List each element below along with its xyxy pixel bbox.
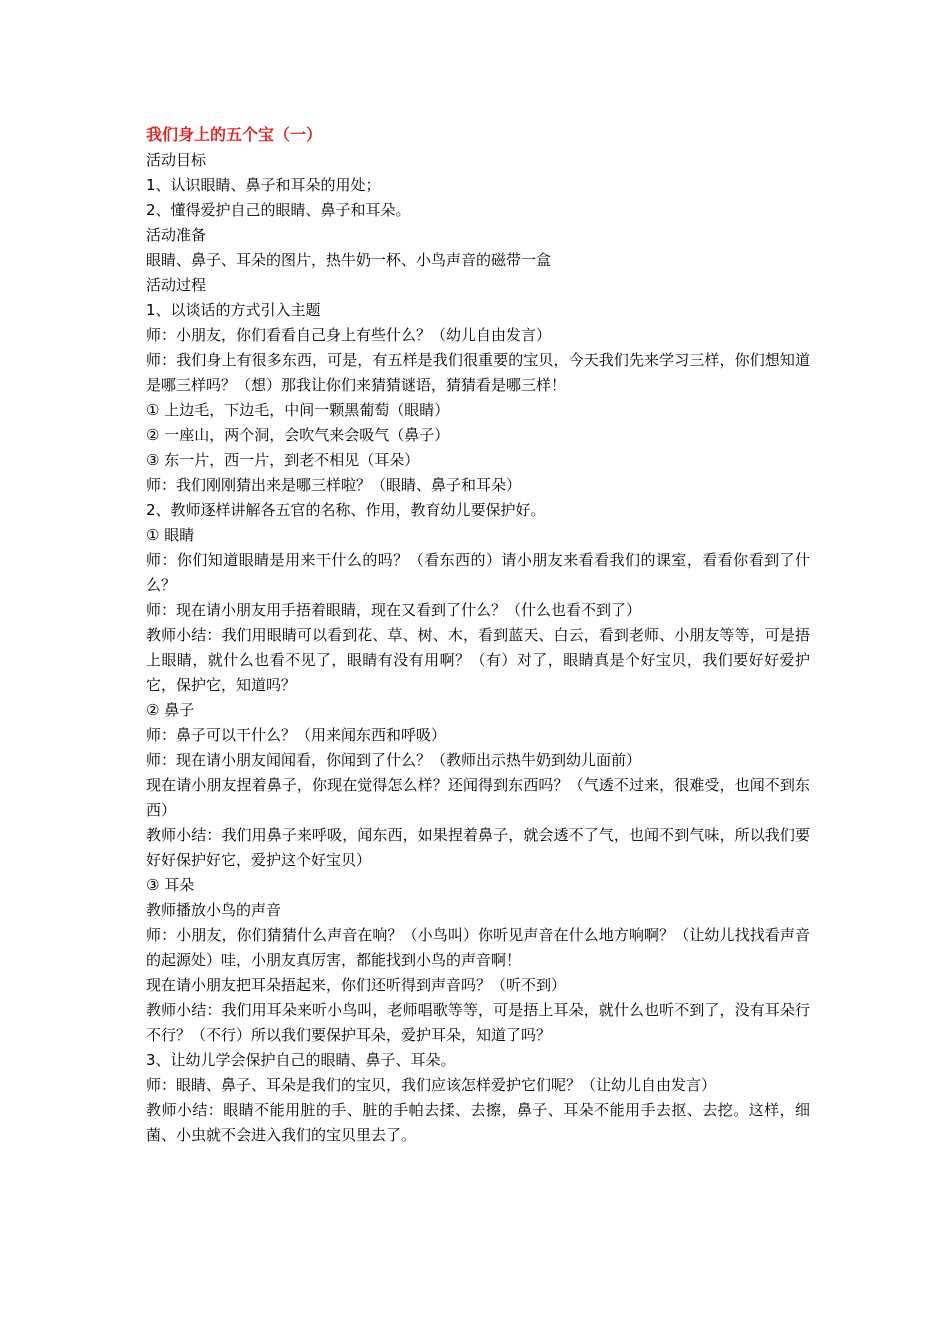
- paragraph: 教师小结：我们用眼睛可以看到花、草、树、木，看到蓝天、白云，看到老师、小朋友等等，可是捂上眼睛，就什么也看不见了，眼睛有没有用啊？（有）对了，眼睛真是个好宝贝，我们要好好爱护它，保护它，知道吗？: [146, 626, 810, 694]
- preparation-text: 眼睛、鼻子、耳朵的图片，热牛奶一杯、小鸟声音的磁带一盒: [146, 251, 552, 269]
- riddle-item: ③ 东一片，西一片，到老不相见（耳朵）: [146, 451, 420, 469]
- document-title: 我们身上的五个宝（一）: [146, 125, 323, 144]
- riddle-item: ② 一座山，两个洞，会吹气来会吸气（鼻子）: [146, 426, 450, 444]
- paragraph: 师：小朋友，你们看看自己身上有些什么？（幼儿自由发言）: [146, 326, 552, 344]
- subheading-nose: ② 鼻子: [146, 701, 195, 719]
- subheading-eyes: ① 眼睛: [146, 526, 195, 544]
- riddle-item: ① 上边毛，下边毛，中间一颗黑葡萄（眼睛）: [146, 401, 450, 419]
- document-page: [146, 122, 810, 1148]
- paragraph: 现在请小朋友捏着鼻子，你现在觉得怎么样？还闻得到东西吗？（气透不过来，很难受，也闻不到东西）: [146, 776, 810, 819]
- step-3-heading: 3、让幼儿学会保护自己的眼睛、鼻子、耳朵。: [146, 1051, 456, 1069]
- paragraph: 师：眼睛、鼻子、耳朵是我们的宝贝，我们应该怎样爱护它们呢？（让幼儿自由发言）: [146, 1076, 717, 1094]
- paragraph: 师：小朋友，你们猜猜什么声音在响？（小鸟叫）你听见声音在什么地方响啊？（让幼儿找找看声音的起源处）哇，小朋友真厉害，都能找到小鸟的声音啊！: [146, 926, 810, 969]
- paragraph: 教师小结：我们用鼻子来呼吸，闻东西，如果捏着鼻子，就会透不了气，也闻不到气味，所以我们要好好保护好它，爱护这个好宝贝）: [146, 826, 810, 869]
- paragraph: 教师小结：我们用耳朵来听小鸟叫，老师唱歌等等，可是捂上耳朵，就什么也听不到了，没有耳朵行不行？（不行）所以我们要保护耳朵，爱护耳朵，知道了吗？: [146, 1001, 810, 1044]
- paragraph: 师：鼻子可以干什么？（用来闻东西和呼吸）: [146, 726, 447, 744]
- paragraph: 现在请小朋友把耳朵捂起来，你们还听得到声音吗？（听不到）: [146, 976, 567, 994]
- paragraph: 师：我们身上有很多东西，可是，有五样是我们很重要的宝贝，今天我们先来学习三样，你们想知道是哪三样吗？（想）那我让你们来猜猜谜语，猜猜看是哪三样！: [146, 351, 810, 394]
- paragraph: 教师播放小鸟的声音: [146, 901, 282, 919]
- goal-item-1: 1、认识眼睛、鼻子和耳朵的用处；: [146, 176, 381, 194]
- paragraph: 师：你们知道眼睛是用来干什么的吗？（看东西的）请小朋友来看看我们的课室，看看你看到了什么？: [146, 551, 810, 594]
- subheading-ears: ③ 耳朵: [146, 876, 195, 894]
- section-heading-process: 活动过程: [146, 276, 207, 294]
- section-heading-preparation: 活动准备: [146, 226, 207, 244]
- step-1-heading: 1、以谈话的方式引入主题: [146, 301, 321, 319]
- paragraph: 师：我们刚刚猜出来是哪三样啦？（眼睛、鼻子和耳朵）: [146, 476, 522, 494]
- paragraph: 师：现在请小朋友用手捂着眼睛，现在又看到了什么？（什么也看不到了）: [146, 601, 642, 619]
- paragraph: 教师小结：眼睛不能用脏的手、脏的手帕去揉、去擦，鼻子、耳朵不能用手去抠、去挖。这样，细菌、小虫就不会进入我们的宝贝里去了。: [146, 1101, 810, 1144]
- paragraph: 师：现在请小朋友闻闻看，你闻到了什么？（教师出示热牛奶到幼儿面前）: [146, 751, 642, 769]
- section-heading-goals: 活动目标: [146, 151, 207, 169]
- goal-item-2: 2、懂得爱护自己的眼睛、鼻子和耳朵。: [146, 201, 411, 219]
- step-2-heading: 2、教师逐样讲解各五官的名称、作用，教育幼儿要保护好。: [146, 501, 546, 519]
